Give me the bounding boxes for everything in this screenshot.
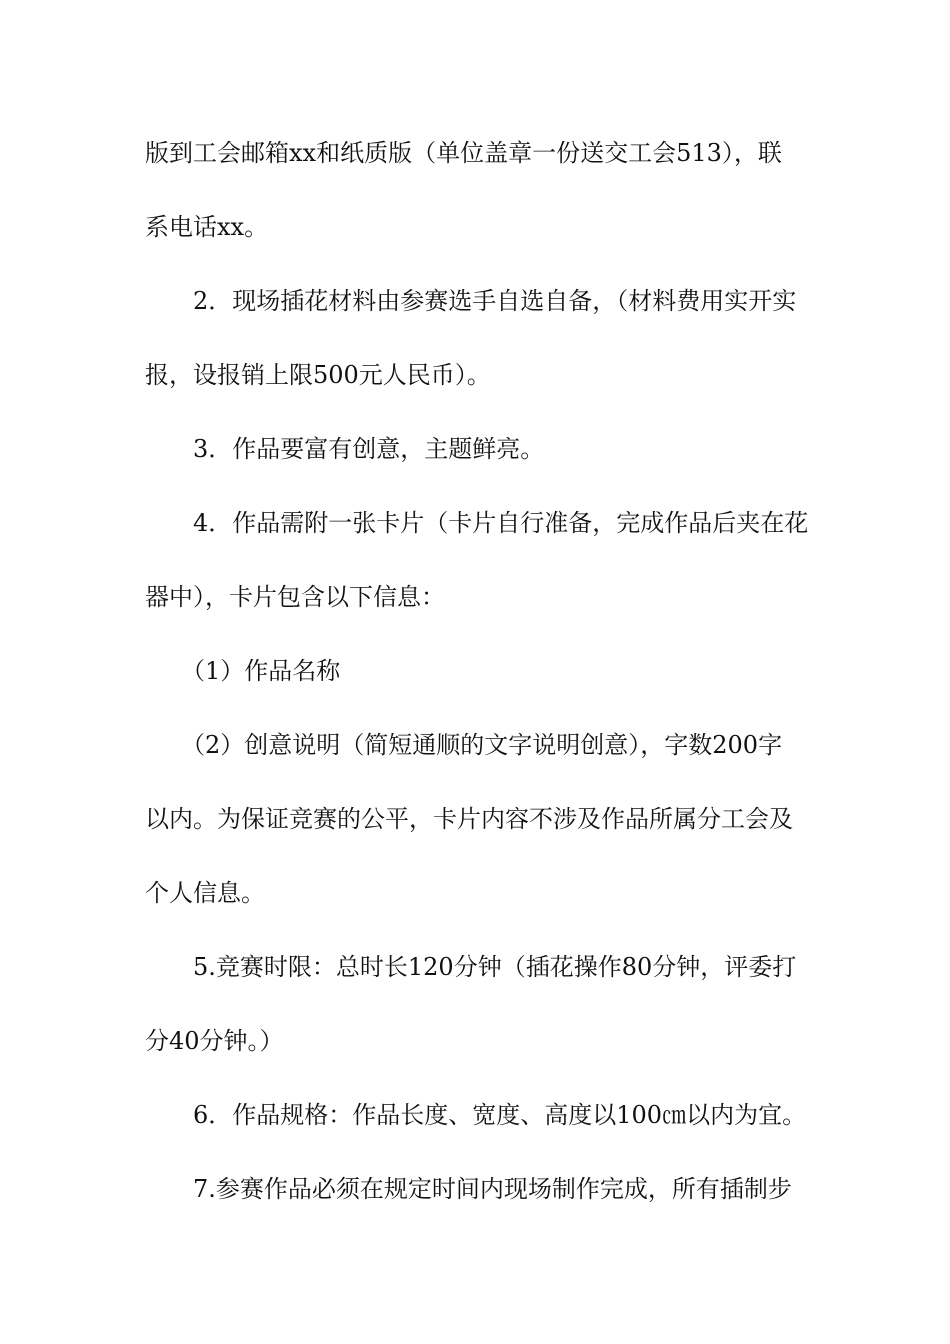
paragraph-line: （2）创意说明（简短通顺的文字说明创意），字数200字 (181, 731, 783, 759)
paragraph-line: 5.竞赛时限：总时长120分钟（插花操作80分钟，评委打 (193, 953, 797, 981)
paragraph-line: 报，设报销上限500元人民币）。 (145, 361, 491, 389)
paragraph-line: 个人信息。 (145, 879, 265, 907)
paragraph-line: 系电话xx。 (145, 213, 269, 241)
paragraph-line: 版到工会邮箱xx和纸质版（单位盖章一份送交工会513），联 (145, 139, 782, 167)
paragraph-line: 6．作品规格：作品长度、宽度、高度以100㎝以内为宜。 (193, 1101, 807, 1129)
paragraph-line: 7.参赛作品必须在规定时间内现场制作完成，所有插制步 (193, 1175, 792, 1203)
paragraph-line: （1）作品名称 (181, 657, 341, 685)
paragraph-line: 4．作品需附一张卡片（卡片自行准备，完成作品后夹在花 (193, 509, 809, 537)
paragraph-line: 器中），卡片包含以下信息： (145, 583, 445, 611)
paragraph-line: 2．现场插花材料由参赛选手自选自备，（材料费用实开实 (193, 287, 797, 315)
paragraph-line: 3．作品要富有创意，主题鲜亮。 (193, 435, 545, 463)
document-body (145, 132, 810, 1242)
paragraph-line: 分40分钟。） (145, 1027, 284, 1055)
paragraph-line: 以内。为保证竞赛的公平，卡片内容不涉及作品所属分工会及 (145, 805, 793, 833)
